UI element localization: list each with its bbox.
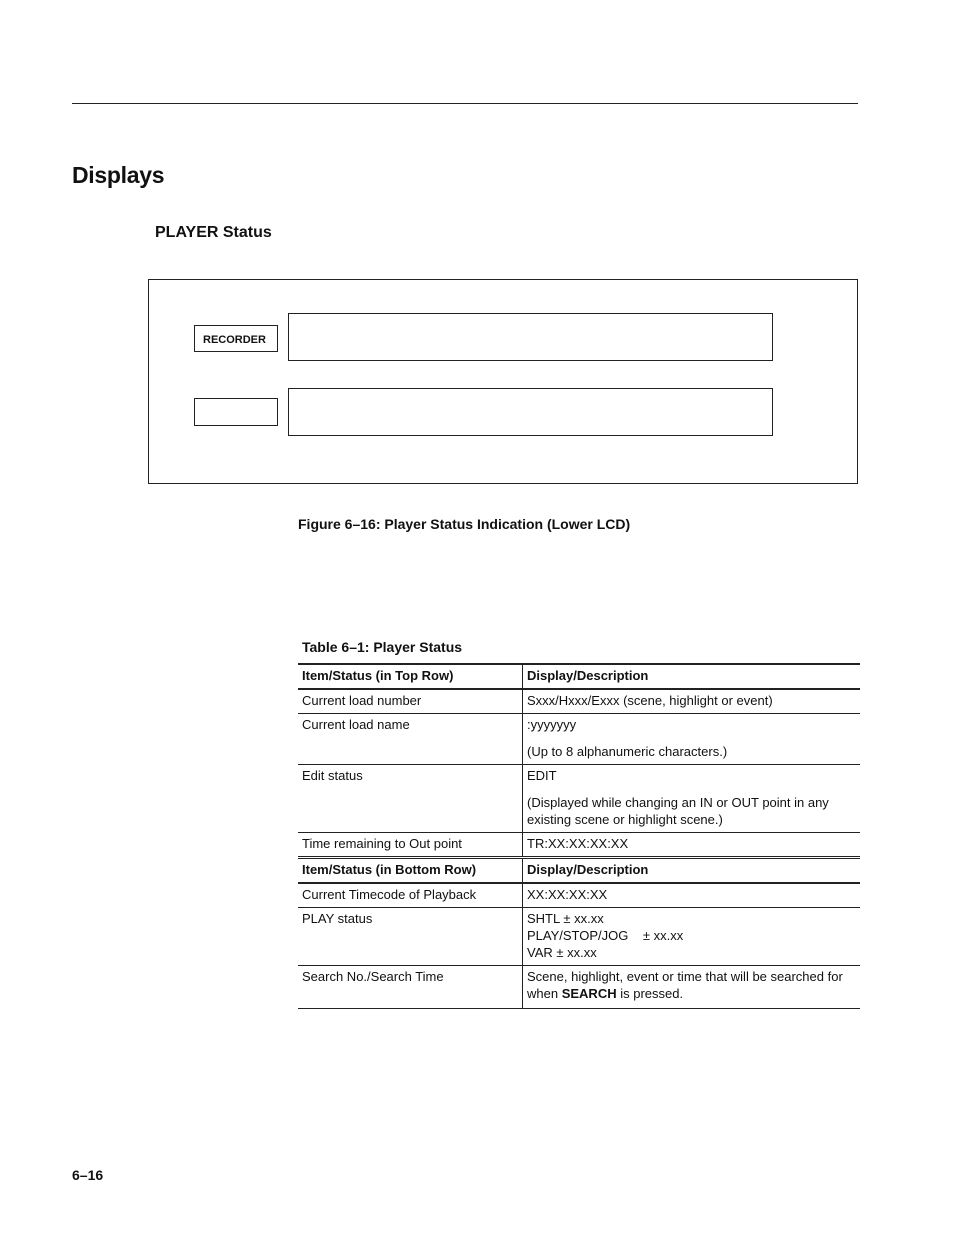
header-cell: Display/Description [527, 668, 649, 683]
desc-cell: XX:XX:XX:XX [527, 887, 608, 902]
play-status-line: SHTL ± xx.xx [527, 911, 604, 926]
recorder-label: RECORDER [194, 325, 278, 352]
lcd-figure [148, 279, 858, 484]
table-header-top [298, 664, 860, 689]
item-cell: Current load name [298, 714, 523, 765]
item-cell: Current load number [298, 689, 523, 714]
desc-text: is pressed. [616, 986, 684, 1001]
header-cell: Display/Description [527, 862, 649, 877]
item-cell: Current Timecode of Playback [298, 883, 523, 908]
header-rule [72, 103, 858, 104]
play-status-line: VAR ± xx.xx [527, 945, 597, 960]
section-title: Displays [72, 162, 165, 188]
item-cell: Time remaining to Out point [298, 833, 523, 858]
search-keyword: SEARCH [561, 986, 617, 1001]
table-row [298, 714, 860, 765]
table-row [298, 883, 860, 908]
table-row [298, 966, 860, 1009]
figure-caption: Figure 6–16: Player Status Indication (Lower LCD) [298, 516, 631, 532]
player-status-table [298, 663, 860, 1009]
desc-line: (Up to 8 alphanumeric characters.) [527, 744, 728, 759]
desc-cell: Sxxx/Hxxx/Exxx (scene, highlight or event) [527, 693, 773, 708]
desc-cell [523, 908, 861, 966]
table-row [298, 765, 860, 833]
desc-cell [523, 714, 861, 765]
desc-text: Scene, highlight, event or time that will be searched for when [527, 969, 843, 1001]
item-cell: Edit status [298, 765, 523, 833]
desc-cell [523, 966, 861, 1009]
desc-cell [523, 765, 861, 833]
header-cell: Item/Status (in Top Row) [298, 664, 523, 689]
play-status-line: PLAY/STOP/JOG ± xx.xx [527, 928, 684, 943]
lcd-top-row [288, 313, 773, 361]
item-cell: PLAY status [298, 908, 523, 966]
lcd-bottom-row [288, 388, 773, 436]
item-cell: Search No./Search Time [298, 966, 523, 1009]
header-cell: Item/Status (in Bottom Row) [298, 858, 523, 884]
blank-label [194, 398, 278, 426]
table-title: Table 6–1: Player Status [302, 639, 463, 655]
desc-cell: TR:XX:XX:XX:XX [527, 836, 629, 851]
desc-line: :yyyyyyy [527, 717, 577, 732]
table-row [298, 908, 860, 966]
desc-line: (Displayed while changing an IN or OUT point in any existing scene or highlight scene.) [527, 795, 829, 827]
subsection-title: PLAYER Status [155, 224, 272, 241]
desc-line: EDIT [527, 768, 557, 783]
table-row [298, 689, 860, 714]
table-row [298, 833, 860, 858]
table-header-bottom [298, 858, 860, 884]
page-number: 6–16 [72, 1167, 104, 1183]
